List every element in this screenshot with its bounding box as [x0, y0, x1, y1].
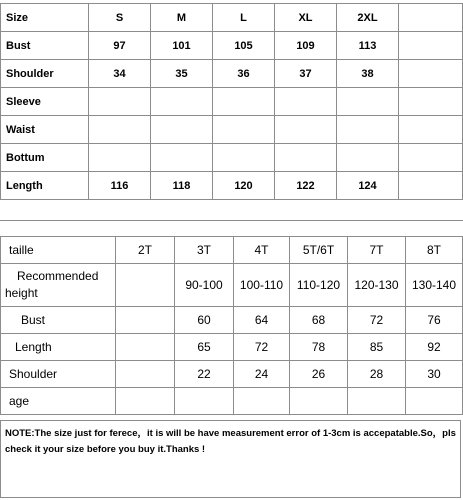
adult-size-table [0, 3, 463, 200]
table-cell: 113 [337, 32, 399, 60]
row-label: Bottum [1, 144, 89, 172]
table-cell [116, 334, 175, 361]
header-3t: 3T [175, 237, 234, 264]
table-row [1, 144, 463, 172]
row-label: Shoulder [1, 361, 116, 388]
table-cell: 64 [234, 307, 290, 334]
table-cell [213, 88, 275, 116]
table-cell: 28 [348, 361, 406, 388]
table-row [1, 172, 463, 200]
table-cell [89, 116, 151, 144]
divider [0, 220, 463, 221]
table-cell [116, 264, 175, 307]
table-cell: 68 [290, 307, 348, 334]
header-xl: XL [275, 4, 337, 32]
table-cell [399, 144, 463, 172]
row-label: Length [1, 172, 89, 200]
table-cell: 36 [213, 60, 275, 88]
header-5t-6t: 5T/6T [290, 237, 348, 264]
table-row [1, 88, 463, 116]
table-cell [348, 388, 406, 415]
table-cell: 72 [234, 334, 290, 361]
table-cell [151, 144, 213, 172]
header-8t: 8T [406, 237, 463, 264]
row-label: age [1, 388, 116, 415]
table-cell: 34 [89, 60, 151, 88]
size-note-box [0, 420, 461, 498]
row-label: Shoulder [1, 60, 89, 88]
row-label: Bust [1, 307, 116, 334]
header-l: L [213, 4, 275, 32]
table-cell [399, 172, 463, 200]
adult-header-row [1, 4, 463, 32]
table-cell [275, 88, 337, 116]
table-cell: 120 [213, 172, 275, 200]
header-2t: 2T [116, 237, 175, 264]
table-cell: 100-110 [234, 264, 290, 307]
table-cell [234, 388, 290, 415]
table-row [1, 361, 463, 388]
table-cell [290, 388, 348, 415]
table-cell: 22 [175, 361, 234, 388]
row-label-recommended-height [1, 264, 116, 307]
table-cell [116, 388, 175, 415]
table-cell: 38 [337, 60, 399, 88]
table-cell [151, 88, 213, 116]
kids-size-table [0, 236, 463, 415]
table-cell: 76 [406, 307, 463, 334]
table-cell: 37 [275, 60, 337, 88]
table-cell: 110-120 [290, 264, 348, 307]
table-cell [175, 388, 234, 415]
header-blank [399, 4, 463, 32]
table-cell: 97 [89, 32, 151, 60]
header-size: Size [1, 4, 89, 32]
table-cell: 109 [275, 32, 337, 60]
table-cell: 72 [348, 307, 406, 334]
table-cell: 122 [275, 172, 337, 200]
table-cell [116, 361, 175, 388]
table-cell: 130-140 [406, 264, 463, 307]
table-cell [275, 144, 337, 172]
header-taille: taille [1, 237, 116, 264]
size-note-text: NOTE:The size just for ferece，it is will be have measurement error of 1-3cm is accepatable.So，pls check it your size before you buy it.Thanks ! [5, 428, 456, 455]
table-cell [116, 307, 175, 334]
table-cell: 124 [337, 172, 399, 200]
table-cell [89, 144, 151, 172]
table-cell [151, 116, 213, 144]
row-label: Waist [1, 116, 89, 144]
table-cell: 118 [151, 172, 213, 200]
table-cell: 120-130 [348, 264, 406, 307]
table-row [1, 307, 463, 334]
table-cell [399, 116, 463, 144]
table-cell: 116 [89, 172, 151, 200]
header-m: M [151, 4, 213, 32]
table-row [1, 116, 463, 144]
table-row [1, 32, 463, 60]
table-cell [337, 116, 399, 144]
table-cell: 30 [406, 361, 463, 388]
header-7t: 7T [348, 237, 406, 264]
table-cell: 35 [151, 60, 213, 88]
table-cell: 65 [175, 334, 234, 361]
table-row [1, 334, 463, 361]
recommended-label-line2: height [5, 286, 38, 300]
table-cell [406, 388, 463, 415]
header-2xl: 2XL [337, 4, 399, 32]
table-cell: 90-100 [175, 264, 234, 307]
table-cell: 105 [213, 32, 275, 60]
table-cell: 92 [406, 334, 463, 361]
table-cell: 24 [234, 361, 290, 388]
table-cell [275, 116, 337, 144]
table-cell [399, 32, 463, 60]
table-cell: 78 [290, 334, 348, 361]
row-label: Sleeve [1, 88, 89, 116]
recommended-height-label [5, 268, 115, 302]
row-label: Length [1, 334, 116, 361]
table-cell [89, 88, 151, 116]
table-cell [337, 144, 399, 172]
table-cell [399, 60, 463, 88]
table-cell [213, 144, 275, 172]
header-s: S [89, 4, 151, 32]
table-row [1, 60, 463, 88]
table-cell [213, 116, 275, 144]
table-cell: 60 [175, 307, 234, 334]
recommended-label-line1: Recommended [17, 269, 99, 283]
table-row [1, 388, 463, 415]
table-cell: 26 [290, 361, 348, 388]
table-cell [399, 88, 463, 116]
row-label: Bust [1, 32, 89, 60]
kids-header-row [1, 237, 463, 264]
table-cell: 85 [348, 334, 406, 361]
table-cell: 101 [151, 32, 213, 60]
header-4t: 4T [234, 237, 290, 264]
table-row [1, 264, 463, 307]
table-cell [337, 88, 399, 116]
